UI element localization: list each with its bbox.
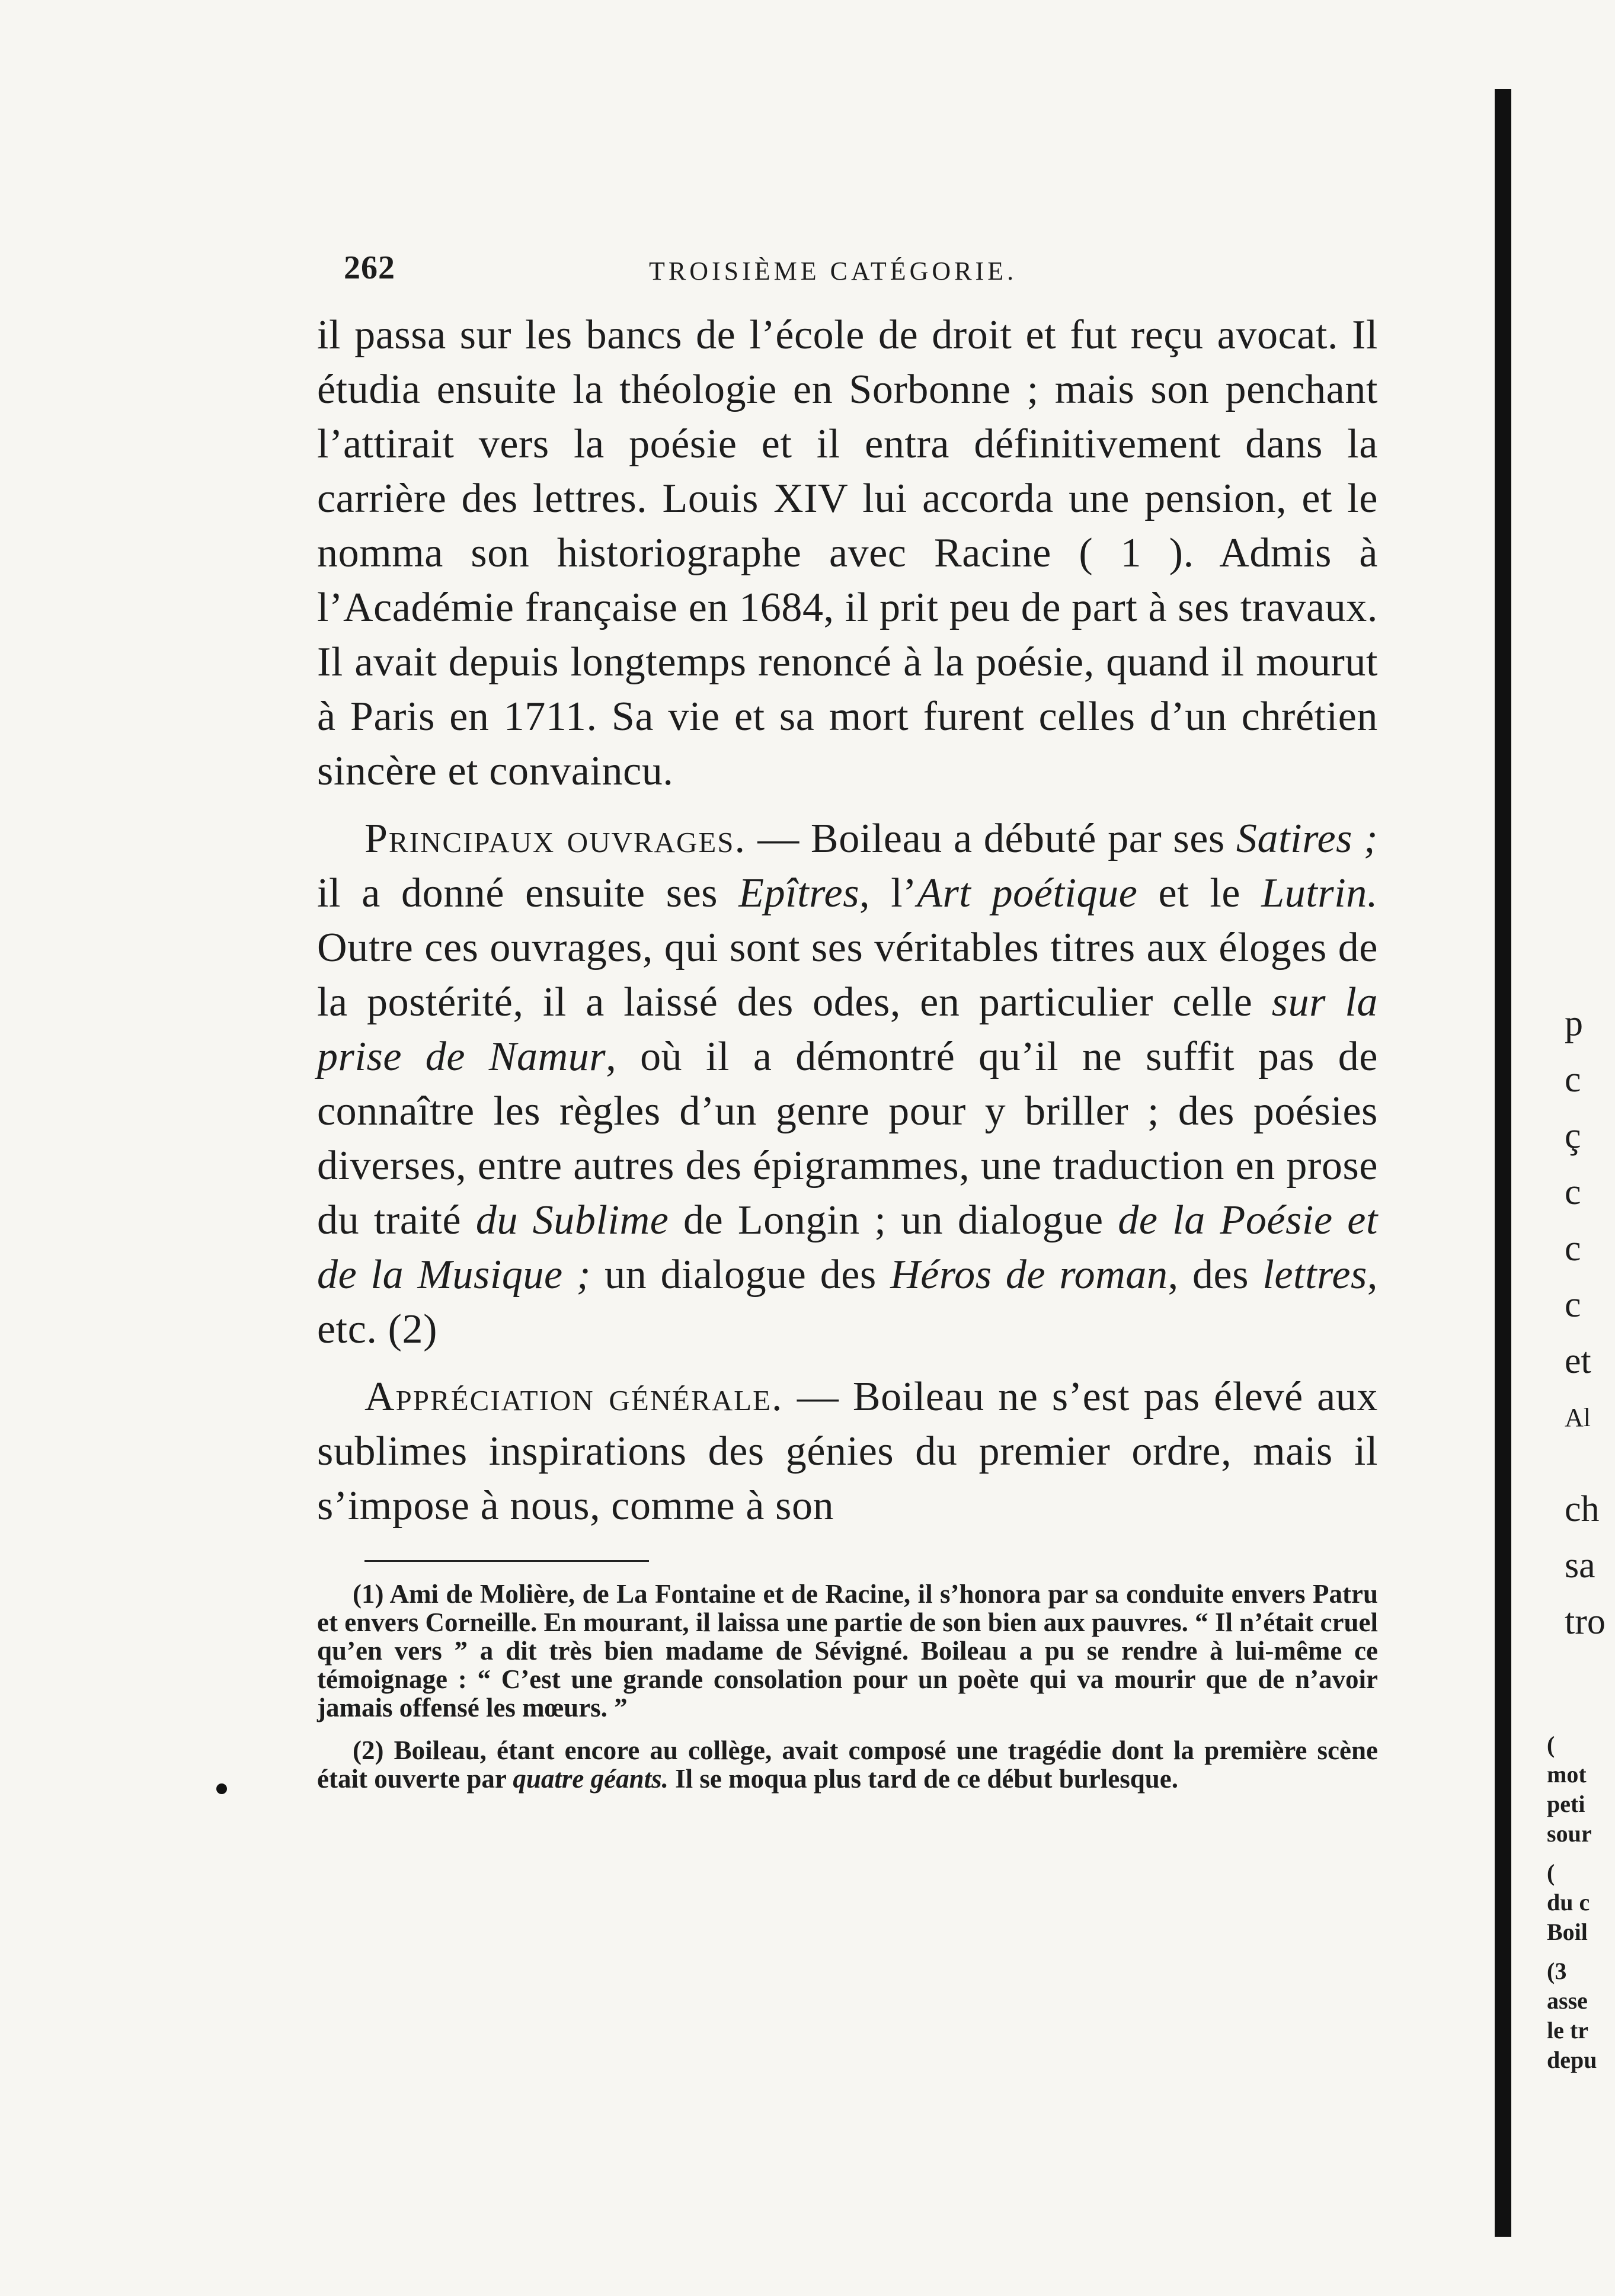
- page-header: [317, 243, 1378, 308]
- facing-page-fragment: [1565, 995, 1606, 1650]
- fragment-text: (: [1547, 1859, 1555, 1886]
- fragment-letter: ch: [1565, 1489, 1600, 1529]
- page-number: 262: [344, 249, 395, 286]
- text-run: , l’: [859, 870, 917, 916]
- title-epitres: Epîtres: [738, 870, 860, 916]
- page: [317, 243, 1378, 1807]
- text-run: (2) Boileau, étant encore au collège, avait composé une tragédie dont la première scène était ouverte par: [317, 1735, 1378, 1794]
- text-run: , où il a démontré qu’il ne suffit pas de connaître les règles d’un genre pour y briller ; des poésies diverses, entre autres des épigrammes, une traduction en prose du traité: [317, 1034, 1379, 1243]
- title-lettres: lettres: [1262, 1252, 1367, 1298]
- footnote-italic: quatre géants.: [513, 1764, 669, 1794]
- text-run: Il se moqua plus tard de ce début burlesque.: [668, 1764, 1178, 1794]
- fragment-letter: p: [1565, 1003, 1583, 1043]
- text-run: , etc. (2): [317, 1252, 1379, 1352]
- fragment-letter: Al: [1565, 1403, 1591, 1432]
- running-head: TROISIÈME CATÉGORIE.: [649, 257, 1018, 286]
- footnote-1: (1) Ami de Molière, de La Fontaine et de Racine, il s’honora par sa conduite envers Patru et envers Corneille. En mourant, il laissa une partie de son bien aux pauvres. “ Il n’était cruel qu’en vers ” a dit très bien madame de Sévigné. Boileau a pu se rendre à lui-même ce témoignage : “ C’est une grande consolation pour un poète qui va mourir que de n’avoir jamais offensé les mœurs. ”: [317, 1579, 1378, 1722]
- text-run: de Longin ; un dialogue: [669, 1197, 1118, 1243]
- text-run: — Boileau ne s’est pas élevé aux sublimes inspirations des génies du premier ordre, mais il s’impose à nous, comme à son: [317, 1374, 1378, 1529]
- paragraph-principal-works: [317, 812, 1378, 1357]
- paragraph-biography: il passa sur les bancs de l’école de droit et fut reçu avocat. Il étudia ensuite la théologie en Sorbonne ; mais son penchant l’attirait vers la poésie et il entra définitivement dans la carrière des lettres. Louis XIV lui accorda une pension, et le nomma son historiographe avec Racine ( 1 ). Admis à l’Académie française en 1684, il prit peu de part à ses travaux. Il avait depuis longtemps renoncé à la poésie, quand il mourut à Paris en 1711. Sa vie et sa mort furent celles d’un chrétien sincère et convaincu.: [317, 312, 1378, 794]
- title-lutrin: Lutrin.: [1261, 870, 1378, 916]
- fragment-text: asse: [1547, 1987, 1588, 2014]
- fragment-letter: c: [1565, 1172, 1581, 1212]
- title-prise-de-namur: sur la prise de Namur: [317, 979, 1379, 1080]
- text-run: et le: [1137, 870, 1262, 916]
- fragment-text: (: [1547, 1731, 1555, 1758]
- section-heading-works: Principaux ouvrages.: [364, 816, 747, 862]
- fragment-letter: sa: [1565, 1545, 1595, 1586]
- fragment-letter: et: [1565, 1341, 1591, 1381]
- paragraph-general-appreciation: [317, 1370, 1378, 1533]
- title-satires: Satires ;: [1236, 816, 1378, 862]
- fragment-text: Boil: [1547, 1919, 1588, 1945]
- fragment-text: depu: [1547, 2047, 1597, 2073]
- title-heros-de-roman: Héros de roman: [890, 1252, 1168, 1298]
- title-art-poetique: Art poétique: [917, 870, 1138, 916]
- fragment-letter: ç: [1565, 1116, 1581, 1156]
- footnotes: [317, 1580, 1378, 1793]
- fragment-letter: c: [1565, 1285, 1581, 1325]
- footnote-2: [317, 1736, 1378, 1793]
- fragment-text: (3: [1547, 1958, 1567, 1984]
- title-poesie-musique: de la Poésie et de la Musique ;: [317, 1197, 1378, 1298]
- text-run: un dialogue des: [590, 1252, 891, 1298]
- text-run: — Boileau a débuté par ses: [746, 816, 1236, 862]
- section-heading-appreciation: Appréciation générale.: [364, 1374, 783, 1420]
- title-du-sublime: du Sublime: [475, 1197, 669, 1243]
- text-run: Outre ces ouvrages, qui sont ses véritables titres aux éloges de la postérité, il a laissé des odes, en particulier celle: [317, 925, 1378, 1025]
- fragment-letter: c: [1565, 1228, 1581, 1269]
- fragment-letter: c: [1565, 1059, 1581, 1100]
- text-run: , des: [1168, 1252, 1263, 1298]
- text-run: il a donné ensuite ses: [317, 870, 739, 916]
- fragment-text: peti: [1547, 1791, 1585, 1817]
- facing-page-footnote-fragment: [1547, 1730, 1597, 2075]
- body-text: [317, 308, 1378, 1533]
- fragment-text: mot: [1547, 1761, 1587, 1788]
- gutter-shadow: [1495, 89, 1511, 2237]
- ink-spot: [216, 1783, 227, 1794]
- fragment-text: sour: [1547, 1820, 1592, 1847]
- fragment-text: du c: [1547, 1889, 1590, 1916]
- fragment-text: le tr: [1547, 2017, 1588, 2044]
- footnote-rule: [364, 1560, 649, 1562]
- fragment-letter: tro: [1565, 1602, 1606, 1642]
- fragment-letter: [1565, 1446, 1606, 1481]
